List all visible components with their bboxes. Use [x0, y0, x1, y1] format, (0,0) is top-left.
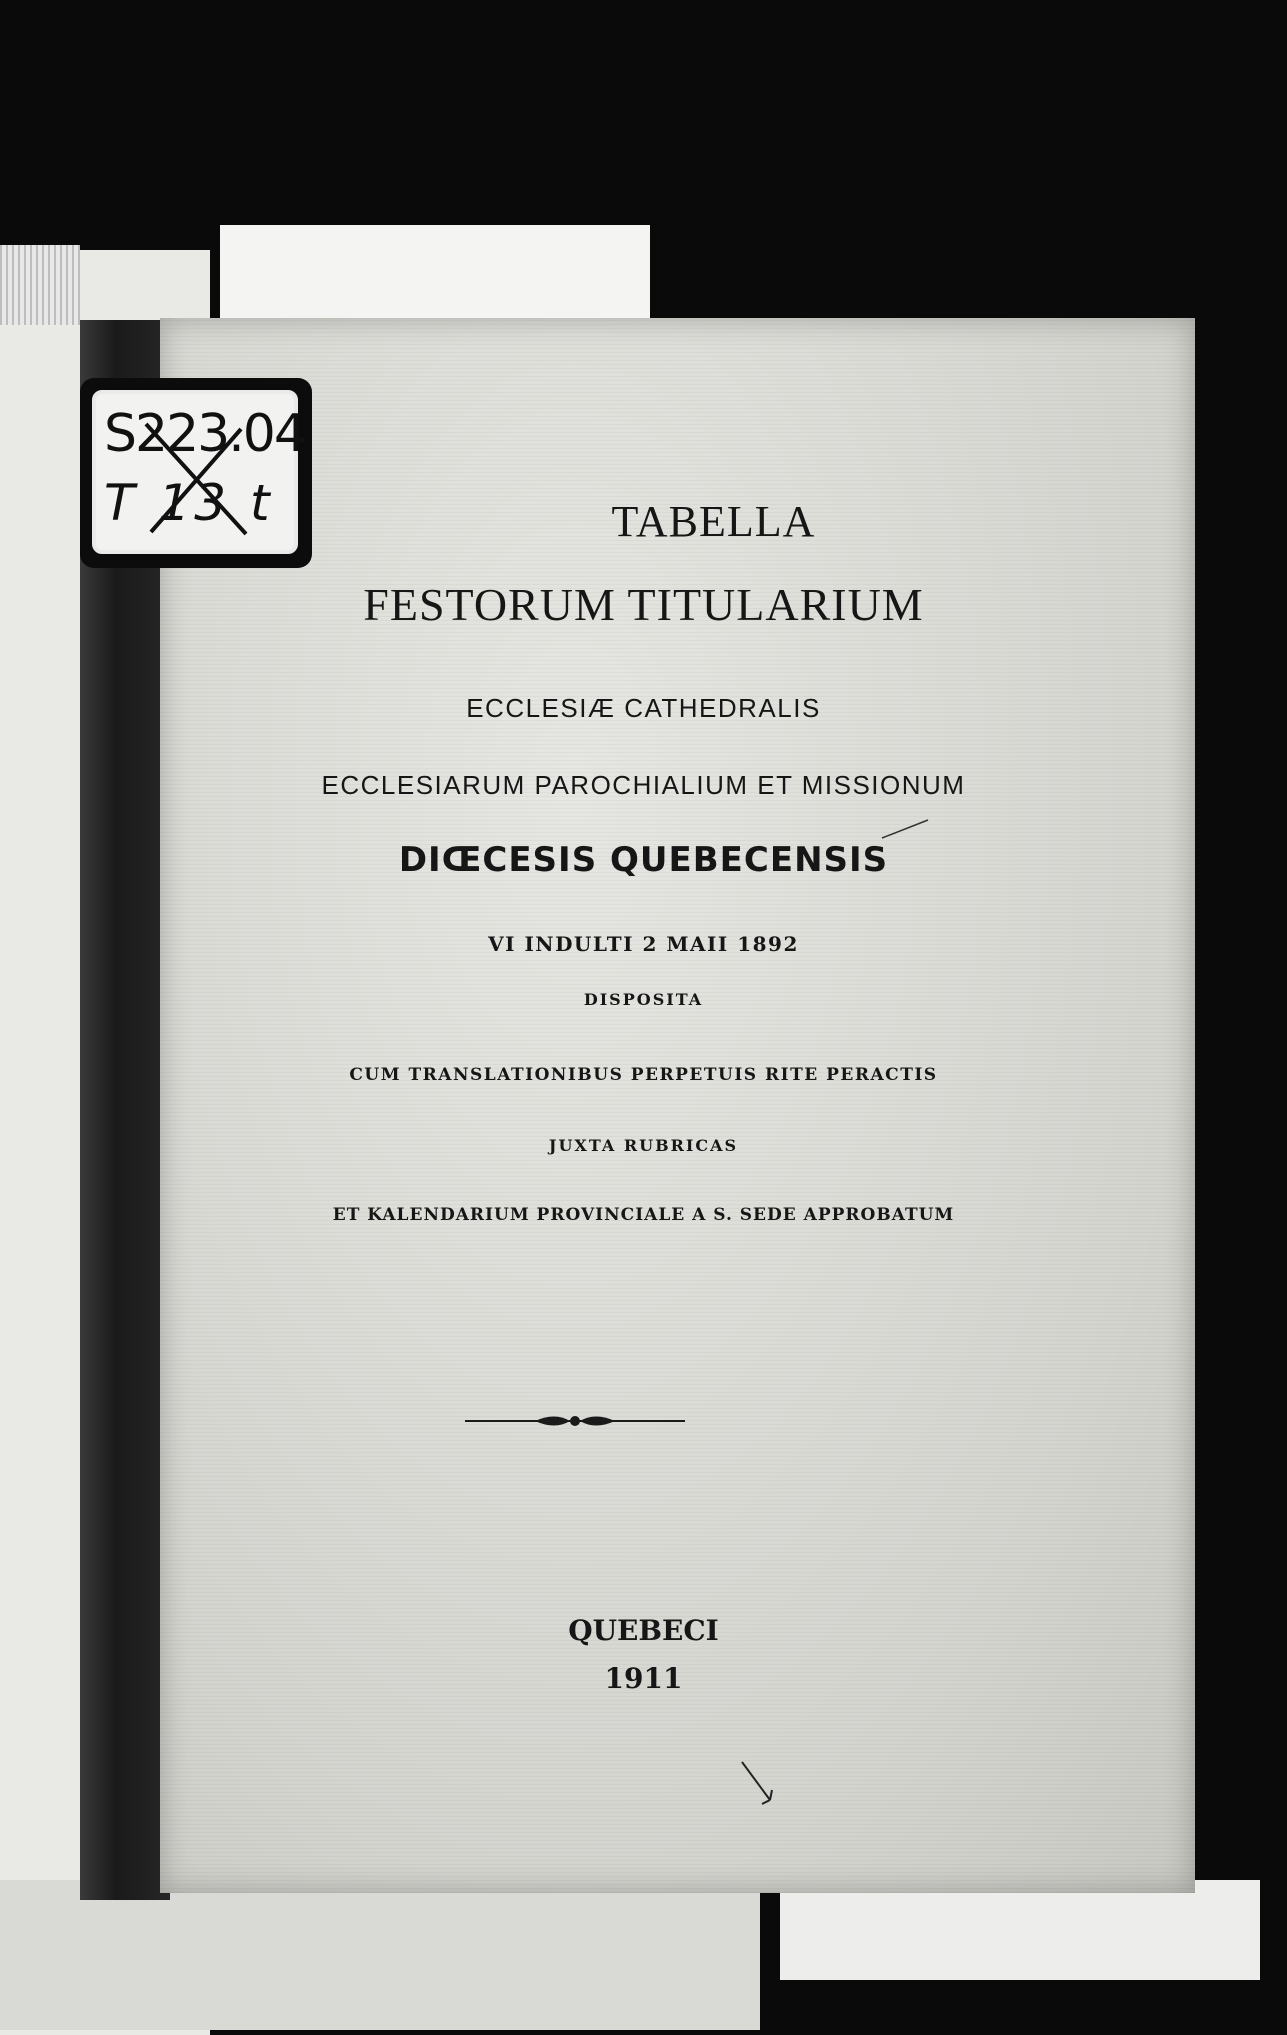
title-line1: TABELLA: [611, 497, 816, 546]
translationibus-line: CUM TRANSLATIONIBUS PERPETUIS RITE PERACTIS: [349, 1065, 938, 1085]
pencil-mark: [740, 1760, 780, 1810]
imprint-year: 1911: [604, 1662, 683, 1695]
bottom-page-edge-right: [780, 1880, 1260, 1980]
back-page-top: [220, 225, 650, 325]
rubricas-line: JUXTA RUBRICAS: [548, 1136, 739, 1155]
title-page: [160, 318, 1195, 1893]
bottom-page-edge-left: [0, 1880, 760, 2030]
subtitle-parochialium: ECCLESIARUM PAROCHIALIUM ET MISSIONUM: [321, 770, 966, 800]
pencil-mark-2: [880, 818, 930, 840]
subtitle-cathedralis: ECCLESIÆ CATHEDRALIS: [466, 693, 821, 723]
back-page-edge: [0, 245, 80, 325]
indulti-line: VI INDULTI 2 MAII 1892: [488, 932, 799, 956]
title-line2: FESTORUM TITULARIUM: [363, 579, 924, 630]
ornamental-rule: [465, 1408, 685, 1434]
call-number-line2: T 13 t: [104, 474, 274, 532]
kalendarium-line: ET KALENDARIUM PROVINCIALE A S. SEDE APPROBATUM: [332, 1205, 955, 1225]
call-number-line1: S223.04: [104, 404, 305, 464]
subtitle-dioecesis: DIŒCESIS QUEBECENSIS: [398, 840, 889, 880]
disposita-line: DISPOSITA: [583, 990, 704, 1009]
imprint-place: QUEBECI: [568, 1614, 719, 1647]
